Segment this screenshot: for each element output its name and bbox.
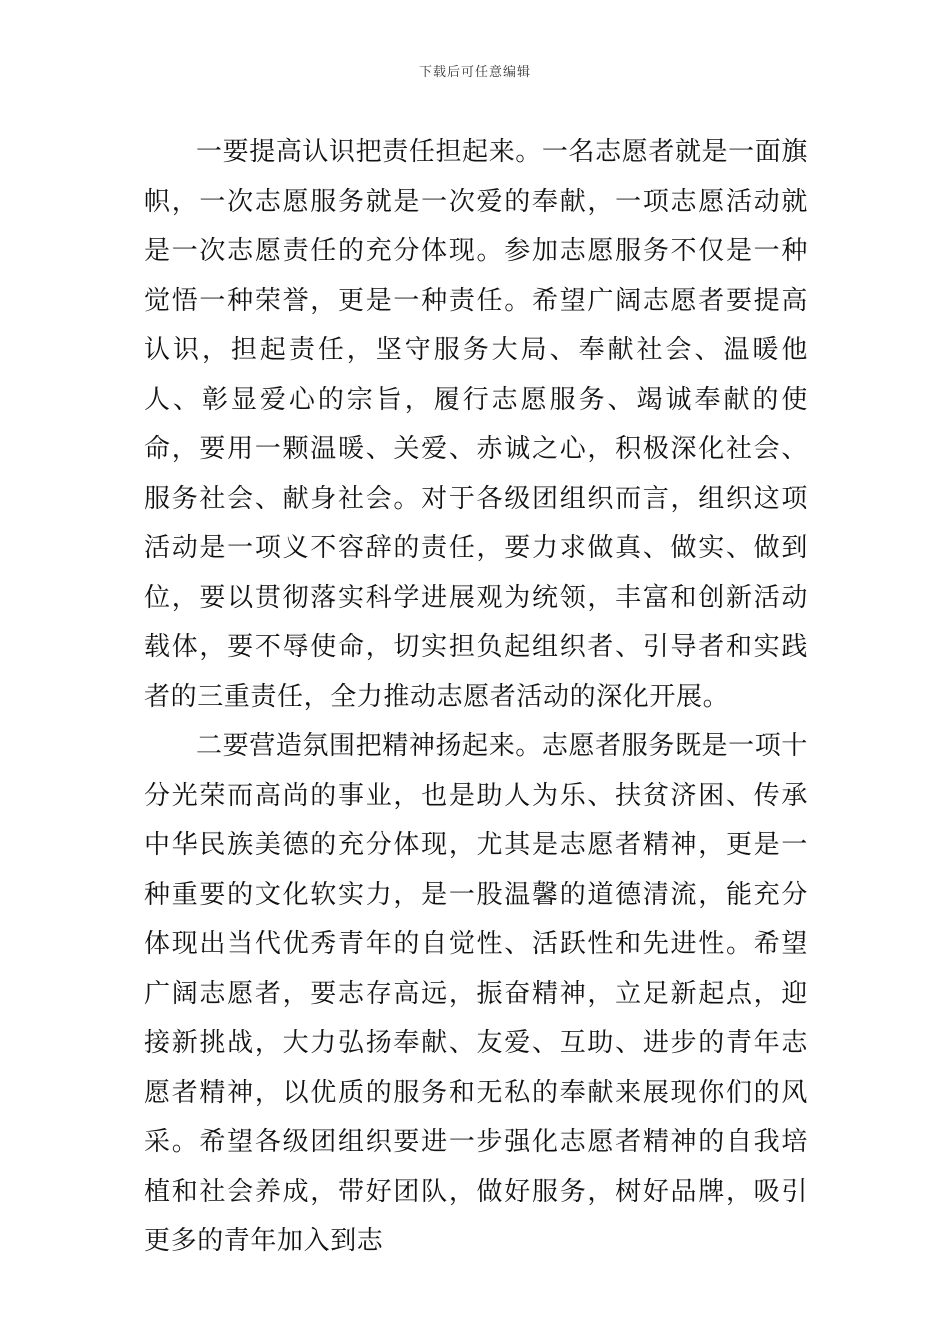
page-header-note: 下载后可任意编辑 <box>418 65 531 80</box>
paragraph-1: 一要提高认识把责任担起来。一名志愿者就是一面旗帜，一次志愿服务就是一次爱的奉献，一项志愿活动就是一次志愿责任的充分体现。参加志愿服务不仅是一种觉悟一种荣誉，更是一种责任。希望广阔志愿者要提高认识，担起责任，坚守服务大局、奉献社会、温暖他人、彰显爱心的宗旨，履行志愿服务、竭诚奉献的使命，要用一颗温暖、关爱、赤诚之心，积极深化社会、服务社会、献身社会。对于各级团组织而言，组织这项活动是一项义不容辞的责任，要力求做真、做实、做到位，要以贯彻落实科学进展观为统领，丰富和创新活动载体，要不辱使命，切实担负起组织者、引导者和实践者的三重责任，全力推动志愿者活动的深化开展。 <box>144 137 808 712</box>
paragraph-2: 二要营造氛围把精神扬起来。志愿者服务既是一项十分光荣而高尚的事业，也是助人为乐、扶贫济困、传承中华民族美德的充分体现，尤其是志愿者精神，更是一种重要的文化软实力，是一股温馨的道德清流，能充分体现出当代优秀青年的自觉性、活跃性和先进性。希望广阔志愿者，要志存高远，振奋精神，立足新起点，迎接新挑战，大力弘扬奉献、友爱、互助、进步的青年志愿者精神，以优质的服务和无私的奉献来展现你们的风采。希望各级团组织要进一步强化志愿者精神的自我培植和社会养成，带好团队，做好服务，树好品牌，吸引更多的青年加入到志 <box>144 731 808 1256</box>
document-body <box>144 128 808 1267</box>
